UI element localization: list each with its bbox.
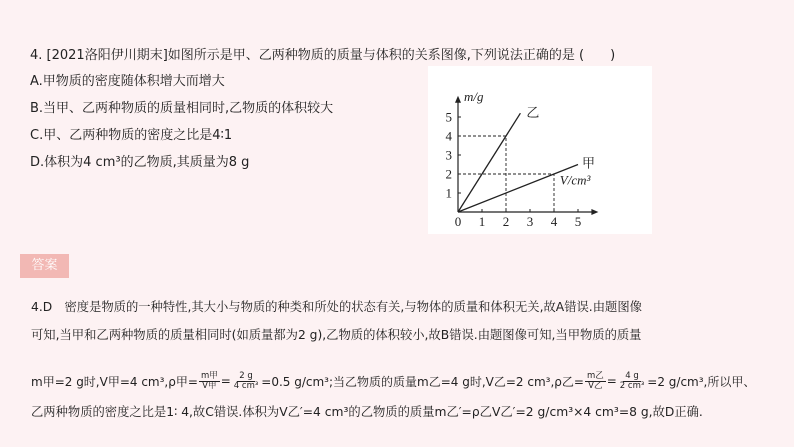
x-tick-label: 5 [574, 214, 582, 229]
answer-line-3-mid: =0.5 g/cm³;当乙物质的质量m乙=4 g时,V乙=2 cm³,ρ乙= [261, 374, 584, 389]
question-stem: 4. [2021洛阳伊川期末]如图所示是甲、乙两种物质的质量与体积的关系图像,下列说法正确的是 ( ) [30, 48, 616, 63]
answer-formula-row [31, 369, 755, 393]
fraction-denominator: V甲 [202, 380, 217, 391]
fraction-jia-values [232, 372, 260, 391]
fraction-denominator: V乙 [588, 380, 603, 391]
fraction-numerator: m乙 [586, 370, 604, 381]
x-tick-label: 4 [550, 214, 558, 229]
fraction-numerator: 2 g [239, 370, 253, 381]
fraction-yi-values [618, 372, 646, 391]
guide-lines [458, 136, 554, 212]
fraction-denominator: 4 cm³ [233, 380, 259, 391]
answer-line-4: 乙两种物质的密度之比是1∶ 4,故C错误.体积为V乙′=4 cm³的乙物质的质量m乙′=ρ乙V乙′=2 g/cm³×4 cm³=8 g,故D正确. [31, 405, 703, 419]
answer-line-2: 可知,当甲和乙两种物质的质量相同时(如质量都为2 g),乙物质的体积较小,故B错误.由题图像可知,当甲物质的质量 [31, 328, 642, 342]
series-label: 乙 [526, 106, 540, 122]
series-line-yi [458, 113, 520, 212]
answer-line-1: 4.D 密度是物质的一种特性,其大小与物质的种类和所处的状态有关,与物体的质量和体积无关,故A错误.由题图像 [31, 300, 642, 314]
x-tick-label: 3 [526, 214, 534, 229]
fraction-rho-jia [199, 372, 220, 391]
answer-badge: 答案 [20, 254, 69, 278]
equals-sign: = [606, 374, 617, 388]
y-tick-label: 5 [445, 109, 452, 125]
x-tick-label: 2 [502, 214, 510, 229]
y-tick-label: 4 [445, 128, 452, 144]
fraction-numerator: 4 g [625, 370, 639, 381]
series-label: 甲 [582, 156, 596, 172]
y-axis-arrow [455, 96, 461, 103]
fraction-denominator: 2 cm³ [619, 380, 645, 391]
x-tick-label: 1 [478, 214, 486, 229]
fraction-rho-yi [585, 372, 606, 391]
option-a: A.甲物质的密度随体积增大而增大 [30, 74, 225, 89]
y-tick-label: 1 [445, 185, 452, 201]
x-axis-label: V/cm³ [559, 172, 591, 188]
series-lines [458, 113, 578, 212]
equals-sign: = [220, 374, 231, 388]
answer-line-3-start: m甲=2 g时,V甲=4 cm³,ρ甲= [31, 374, 198, 389]
y-tick-label: 2 [445, 166, 452, 182]
x-axis-arrow [591, 209, 598, 215]
answer-line-3-end: =2 g/cm³,所以甲、 [647, 374, 756, 389]
y-axis-label: m/g [464, 88, 484, 104]
mass-volume-graph [428, 66, 652, 234]
x-tick-label: 0 [454, 214, 462, 229]
option-c: C.甲、乙两种物质的密度之比是4∶1 [30, 128, 233, 143]
option-d: D.体积为4 cm³的乙物质,其质量为8 g [30, 155, 250, 170]
option-b: B.当甲、乙两种物质的质量相同时,乙物质的体积较大 [30, 101, 334, 116]
fraction-numerator: m甲 [200, 370, 218, 381]
y-tick-label: 3 [445, 147, 452, 163]
